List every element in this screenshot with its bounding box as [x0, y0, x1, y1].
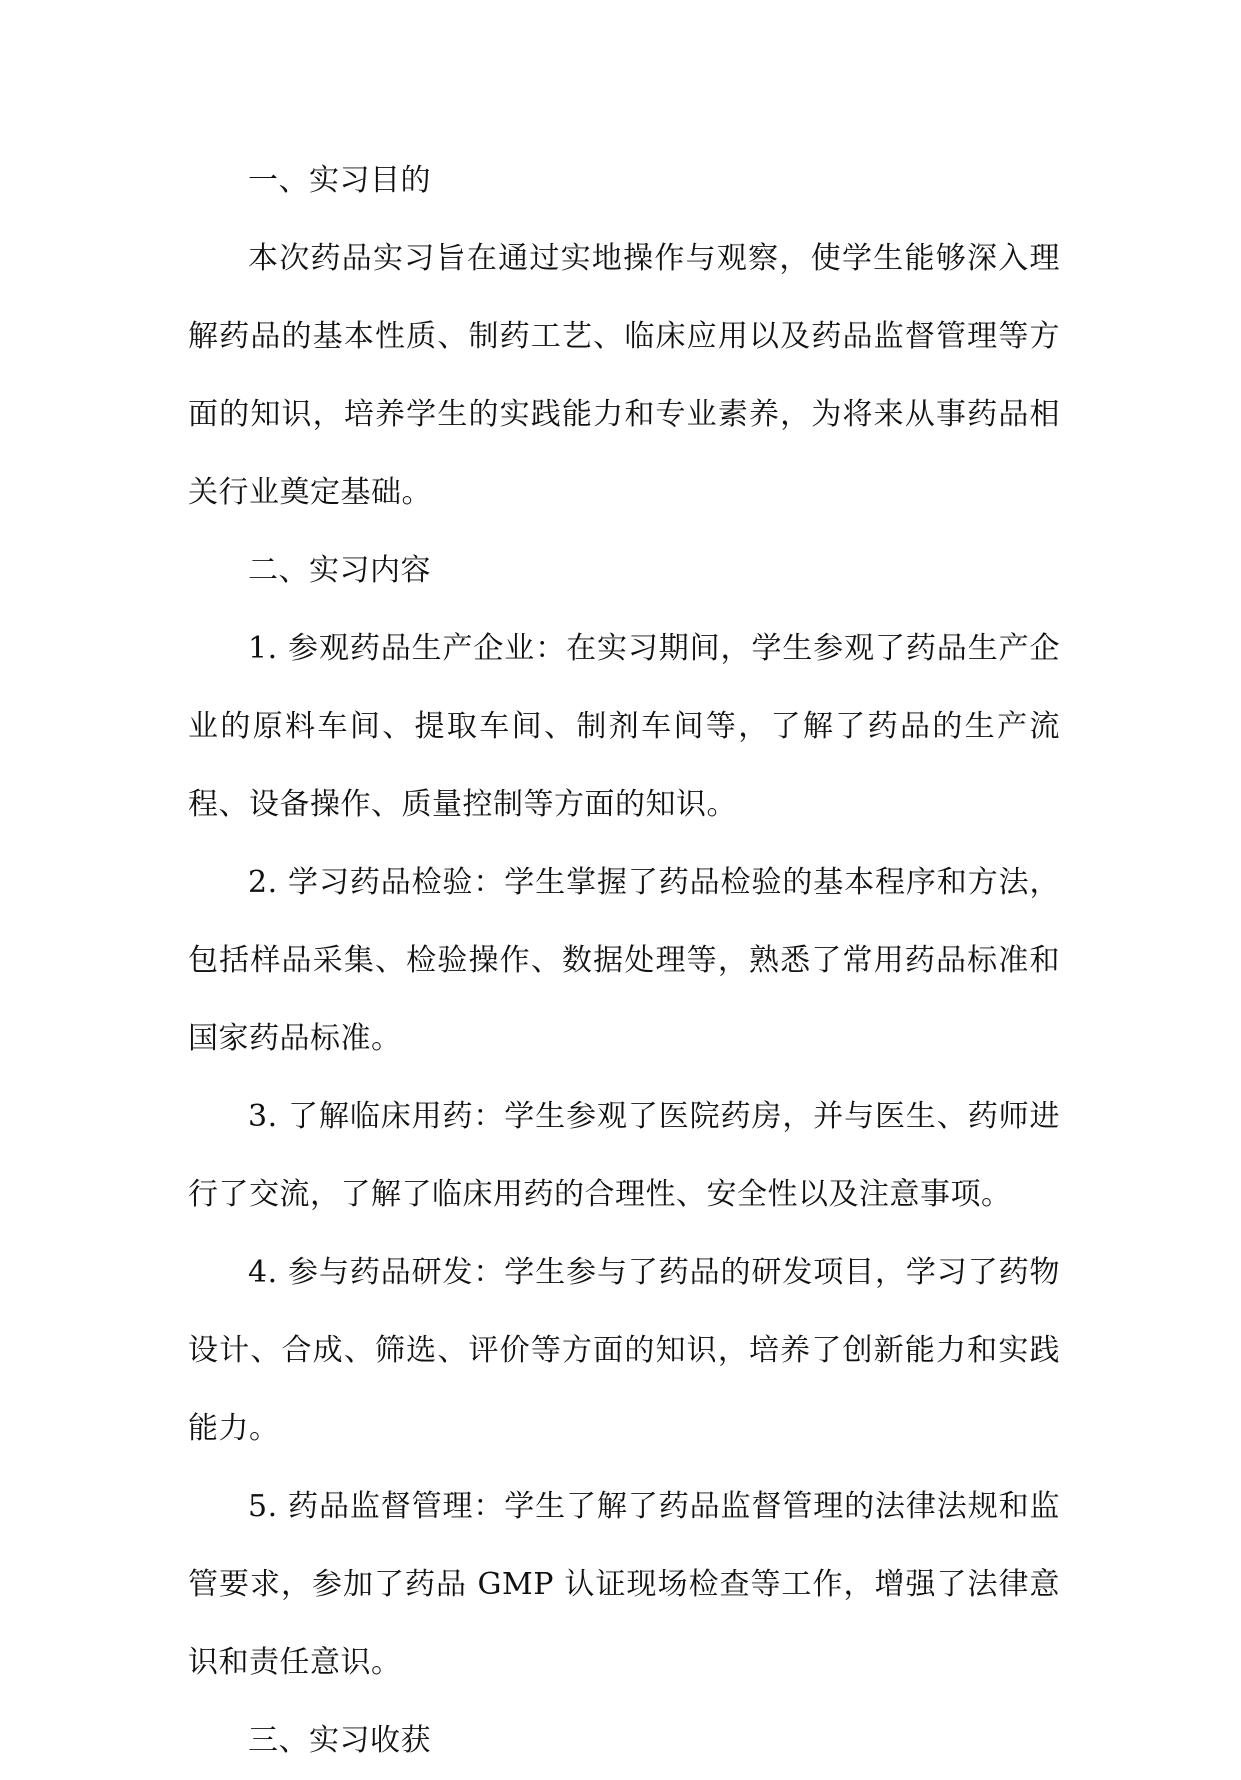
section-heading-content: 二、实习内容	[248, 553, 431, 588]
paragraph-content-3: 3. 了解临床用药：学生参观了医院药房，并与医生、药师进行了交流，了解了临床用药的合理性、安全性以及注意事项。	[188, 1099, 1060, 1212]
paragraph-content-2: 2. 学习药品检验：学生掌握了药品检验的基本程序和方法，包括样品采集、检验操作、数据处理等，熟悉了常用药品标准和国家药品标准。	[188, 865, 1060, 1056]
section-heading-gains: 三、实习收获	[248, 1723, 431, 1758]
document-body	[188, 142, 1060, 1780]
section-heading-objective: 一、实习目的	[248, 163, 431, 198]
paragraph-content-5: 5. 药品监督管理：学生了解了药品监督管理的法律法规和监管要求，参加了药品 GMP 认证现场检查等工作，增强了法律意识和责任意识。	[188, 1489, 1060, 1680]
paragraph-objective: 本次药品实习旨在通过实地操作与观察，使学生能够深入理解药品的基本性质、制药工艺、临床应用以及药品监督管理等方面的知识，培养学生的实践能力和专业素养，为将来从事药品相关行业奠定基础。	[188, 241, 1060, 510]
paragraph-content-1: 1. 参观药品生产企业：在实习期间，学生参观了药品生产企业的原料车间、提取车间、制剂车间等，了解了药品的生产流程、设备操作、质量控制等方面的知识。	[188, 631, 1060, 822]
paragraph-content-4: 4. 参与药品研发：学生参与了药品的研发项目，学习了药物设计、合成、筛选、评价等方面的知识，培养了创新能力和实践能力。	[188, 1255, 1060, 1446]
